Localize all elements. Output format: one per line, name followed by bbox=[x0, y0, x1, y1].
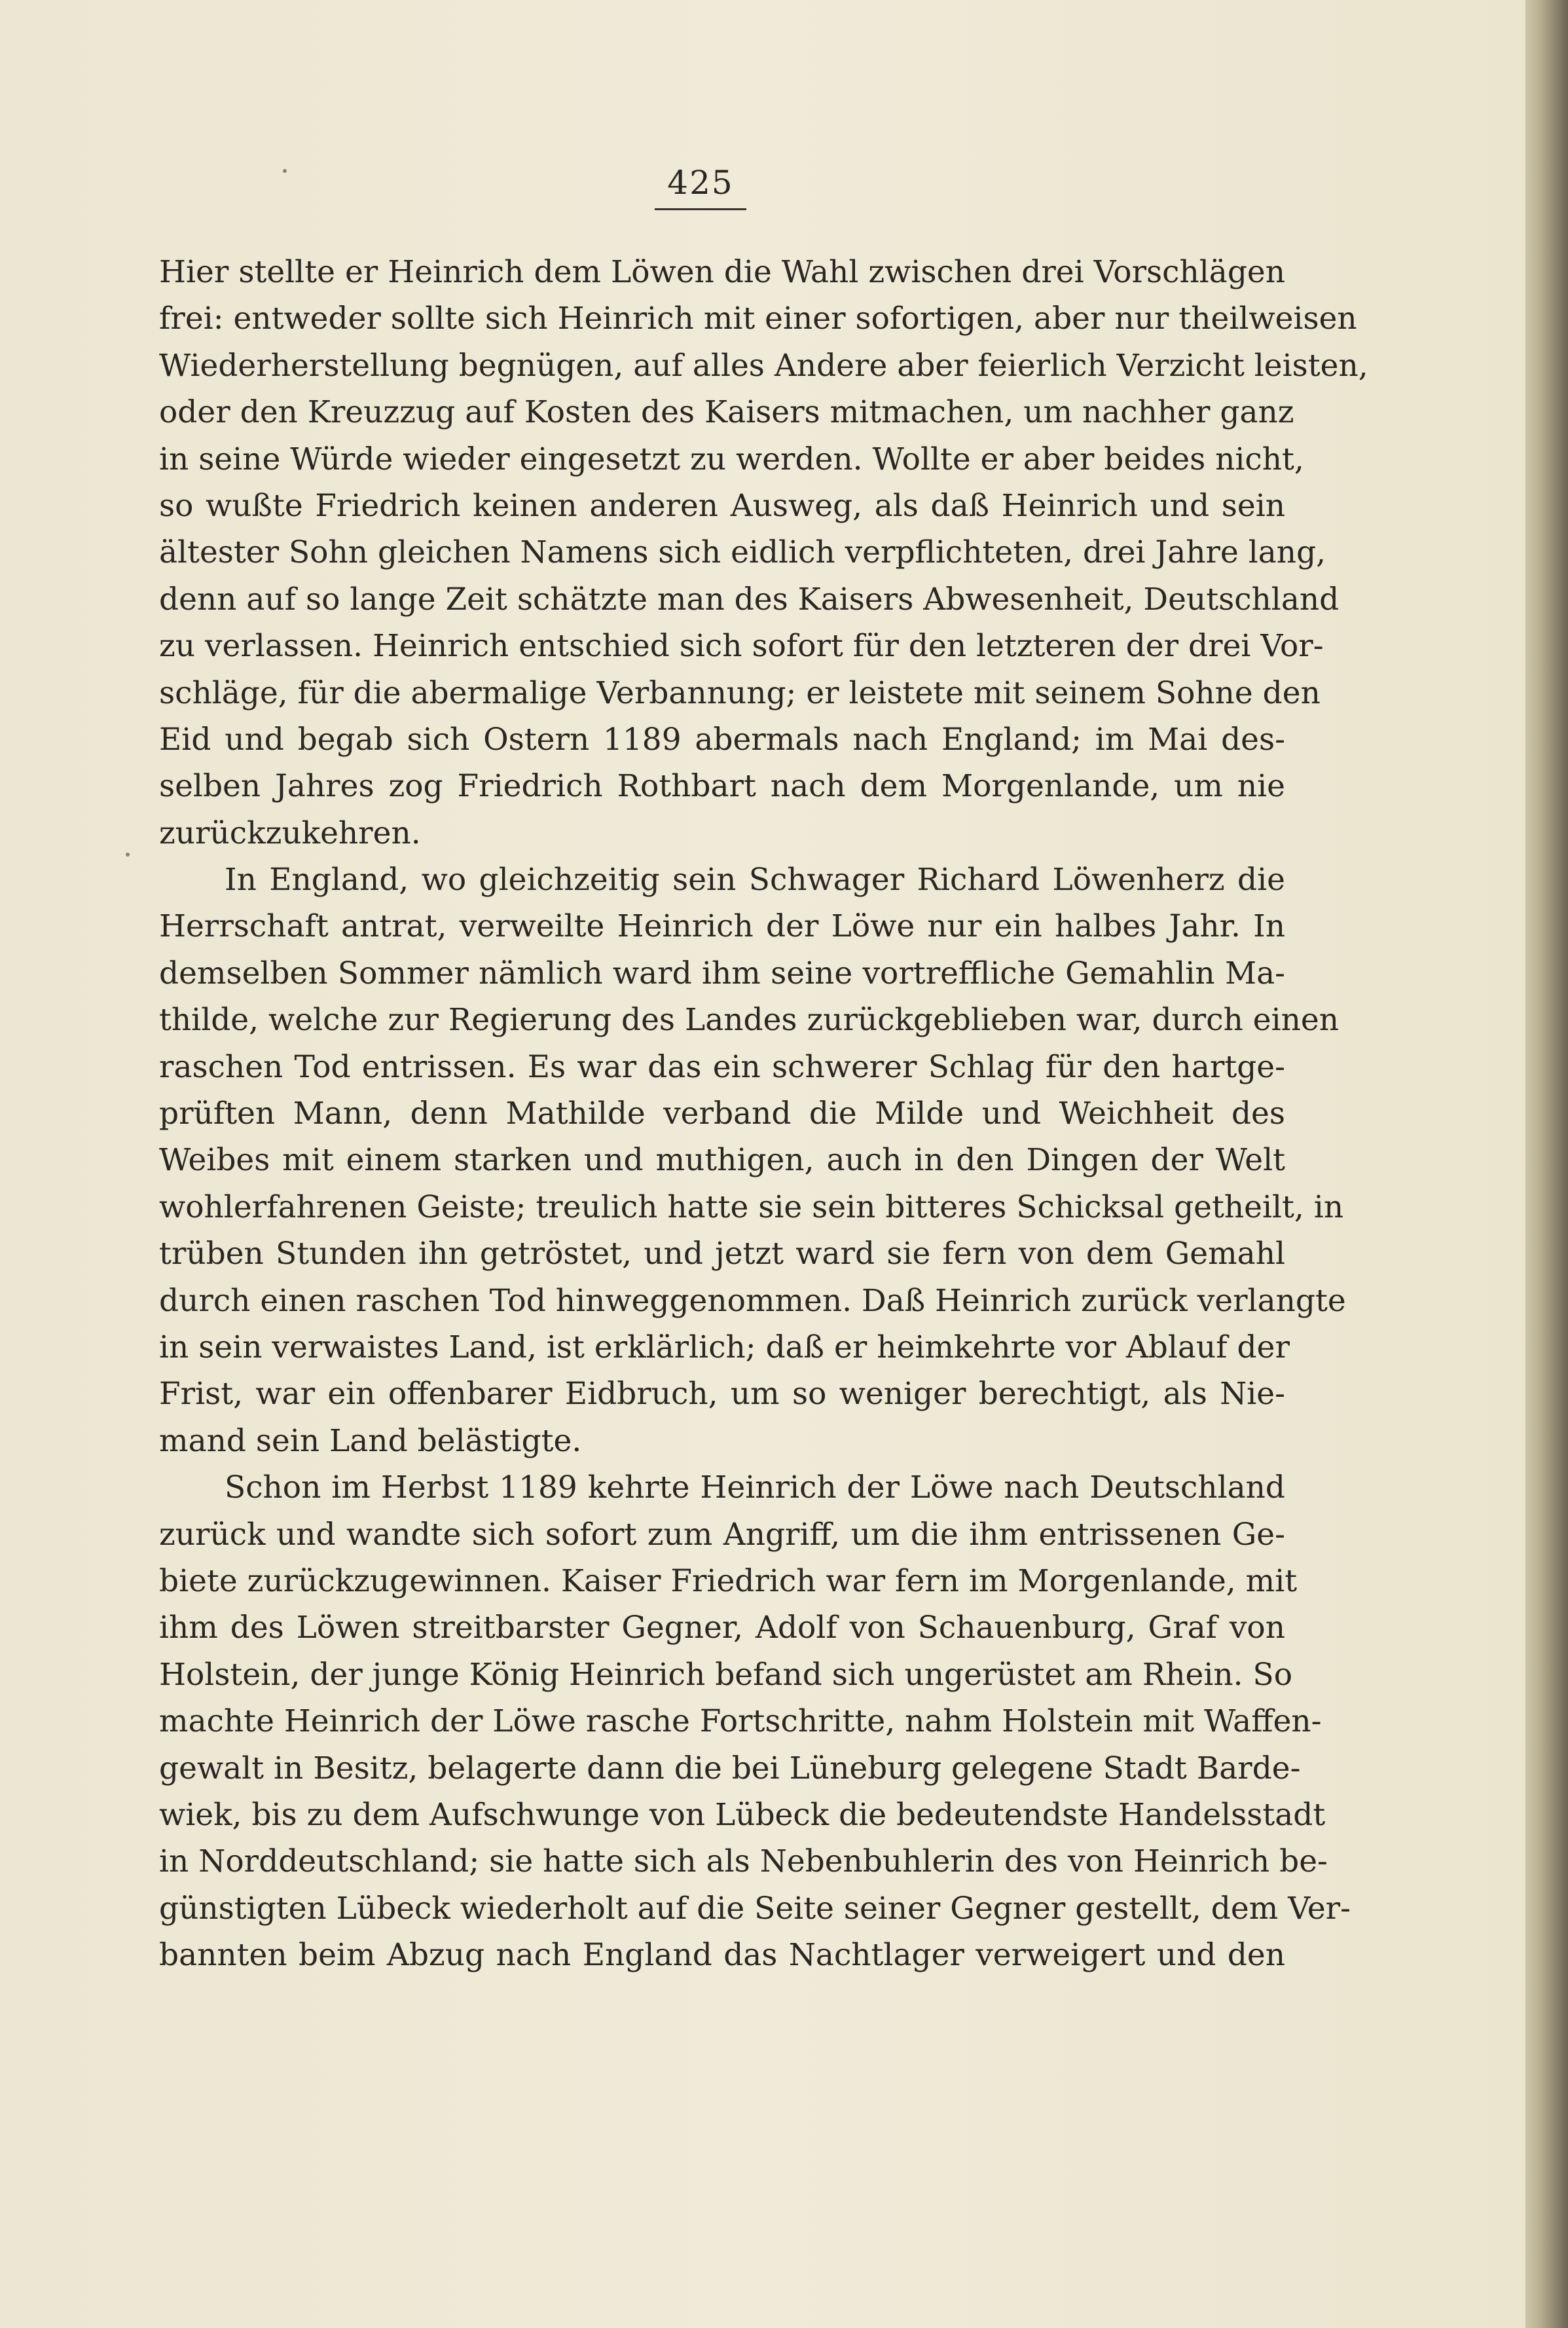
text-line: Weibes mit einem starken und muthigen, auch in den Dingen der Welt bbox=[159, 1142, 1285, 1179]
text-line: ihm des Löwen streitbarster Gegner, Adolf von Schauenburg, Graf von bbox=[159, 1610, 1285, 1646]
book-spine-edge bbox=[1525, 0, 1568, 2328]
page-number: 425 bbox=[667, 164, 734, 202]
text-line: in seine Würde wieder eingesetzt zu werden. Wollte er aber beides nicht, bbox=[159, 441, 1304, 477]
text-line: biete zurückzugewinnen. Kaiser Friedrich war fern im Morgenlande, mit bbox=[159, 1562, 1298, 1599]
text-line: günstigten Lübeck wiederholt auf die Seite seiner Gegner gestellt, dem Ver- bbox=[159, 1890, 1351, 1927]
text-line: Frist, war ein offenbarer Eidbruch, um so weniger berechtigt, als Nie- bbox=[159, 1376, 1285, 1413]
text-line: bannten beim Abzug nach England das Nachtlager verweigert und den bbox=[159, 1937, 1285, 1974]
text-line: wiek, bis zu dem Aufschwunge von Lübeck die bedeutendste Handelsstadt bbox=[159, 1796, 1326, 1833]
text-line: mand sein Land belästigte. bbox=[159, 1422, 582, 1459]
body-text bbox=[159, 249, 1368, 1978]
text-line: raschen Tod entrissen. Es war das ein schwerer Schlag für den hartge- bbox=[159, 1048, 1285, 1085]
text-line: in Norddeutschland; sie hatte sich als Nebenbuhlerin des von Heinrich be- bbox=[159, 1843, 1328, 1880]
text-line: zurück und wandte sich sofort zum Angriff, um die ihm entrissenen Ge- bbox=[159, 1516, 1285, 1553]
text-line: trüben Stunden ihn getröstet, und jetzt ward sie fern von dem Gemahl bbox=[159, 1236, 1285, 1272]
text-line: machte Heinrich der Löwe rasche Fortschritte, nahm Holstein mit Waffen- bbox=[159, 1703, 1322, 1740]
text-line: schläge, für die abermalige Verbannung; er leistete mit seinem Sohne den bbox=[159, 674, 1321, 711]
text-line: Herrschaft antrat, verweilte Heinrich der Löwe nur ein halbes Jahr. In bbox=[159, 908, 1285, 945]
text-line: wohlerfahrenen Geiste; treulich hatte sie sein bitteres Schicksal getheilt, in bbox=[159, 1189, 1344, 1225]
text-line: Eid und begab sich Ostern 1189 abermals nach England; im Mai des- bbox=[159, 721, 1285, 758]
text-line: oder den Kreuzzug auf Kosten des Kaisers mitmachen, um nachher ganz bbox=[159, 394, 1294, 431]
text-line: in sein verwaistes Land, ist erklärlich; daß er heimkehrte vor Ablauf der bbox=[159, 1329, 1290, 1365]
text-line: zu verlassen. Heinrich entschied sich sofort für den letzteren der drei Vor- bbox=[159, 628, 1324, 665]
text-line: ältester Sohn gleichen Namens sich eidlich verpflichteten, drei Jahre lang, bbox=[159, 534, 1326, 571]
text-line: prüften Mann, denn Mathilde verband die Milde und Weichheit des bbox=[159, 1096, 1285, 1132]
text-line: Holstein, der junge König Heinrich befand sich ungerüstet am Rhein. So bbox=[159, 1656, 1292, 1693]
text-line: denn auf so lange Zeit schätzte man des Kaisers Abwesenheit, Deutschland bbox=[159, 581, 1340, 618]
text-line: durch einen raschen Tod hinweggenommen. Daß Heinrich zurück verlangte bbox=[159, 1282, 1346, 1319]
text-line: so wußte Friedrich keinen anderen Ausweg, als daß Heinrich und sein bbox=[159, 487, 1285, 524]
paper-speck bbox=[283, 169, 287, 173]
paper-speck bbox=[126, 853, 130, 857]
text-line: zurückzukehren. bbox=[159, 815, 421, 851]
text-line: frei: entweder sollte sich Heinrich mit einer sofortigen, aber nur theilweisen bbox=[159, 301, 1357, 337]
page-number-rule bbox=[655, 208, 746, 210]
text-line: gewalt in Besitz, belagerte dann die bei Lüneburg gelegene Stadt Barde- bbox=[159, 1750, 1301, 1786]
text-line: In England, wo gleichzeitig sein Schwager Richard Löwenherz die bbox=[225, 862, 1285, 898]
text-line: thilde, welche zur Regierung des Landes zurückgeblieben war, durch einen bbox=[159, 1002, 1339, 1039]
text-line: Schon im Herbst 1189 kehrte Heinrich der Löwe nach Deutschland bbox=[225, 1469, 1285, 1506]
text-line: Hier stellte er Heinrich dem Löwen die Wahl zwischen drei Vorschlägen bbox=[159, 254, 1285, 290]
text-line: demselben Sommer nämlich ward ihm seine vortreffliche Gemahlin Ma- bbox=[159, 955, 1285, 991]
text-line: Wiederherstellung begnügen, auf alles Andere aber feierlich Verzicht leisten, bbox=[159, 347, 1368, 384]
text-line: selben Jahres zog Friedrich Rothbart nach dem Morgenlande, um nie bbox=[159, 768, 1285, 805]
